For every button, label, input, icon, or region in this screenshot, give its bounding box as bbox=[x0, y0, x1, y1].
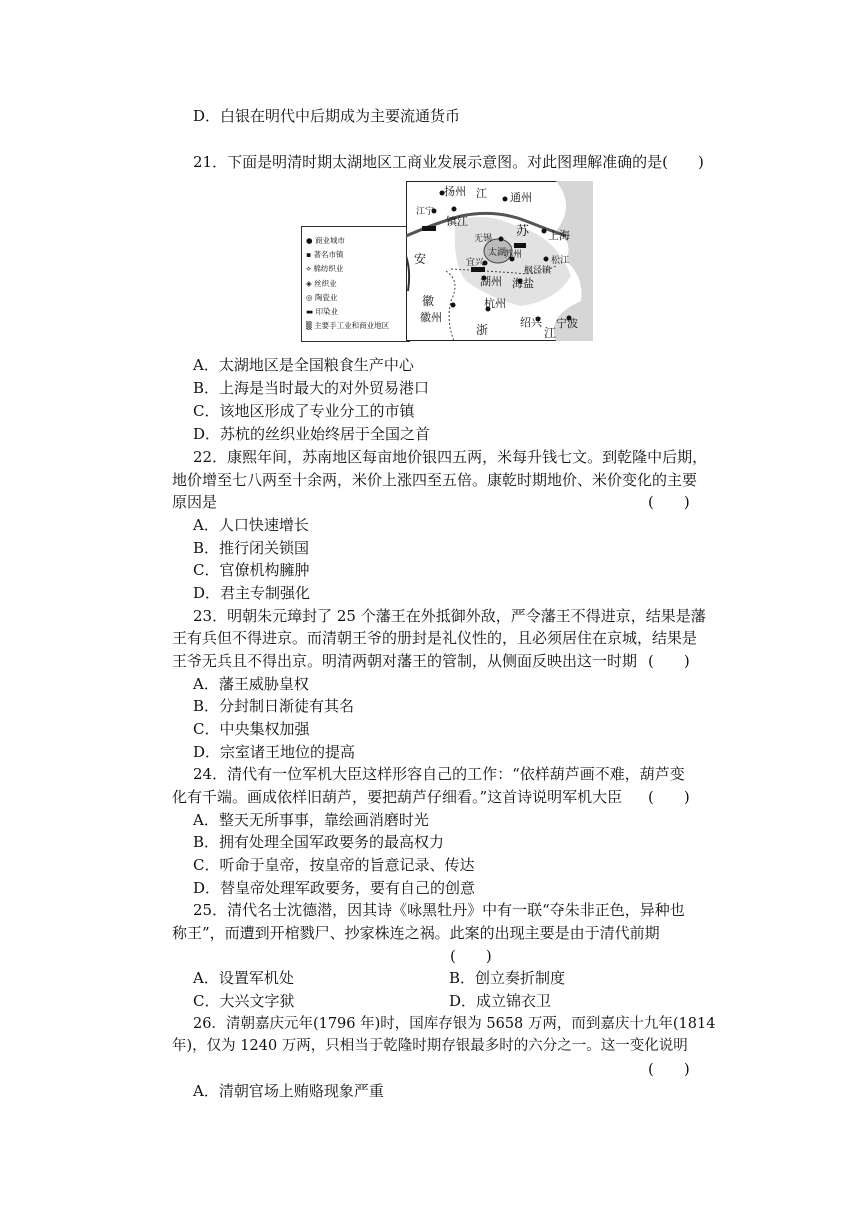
q24-option-a: A．整天无所事事，靠绘画消磨时光 bbox=[193, 811, 429, 829]
map-label-yangzhou: 扬州 bbox=[444, 185, 466, 198]
map-label-songjiang: 松江 bbox=[551, 256, 570, 266]
map-label-an: 安 bbox=[414, 252, 427, 266]
q23-line3: 王爷无兵且不得出京。明清两朝对藩王的管制，从侧面反映出这一时期 bbox=[172, 652, 638, 670]
q24-option-d: D．替皇帝处理军政要务，要有自己的创意 bbox=[193, 879, 476, 897]
q22-line3: 原因是 bbox=[172, 493, 218, 511]
q26-line1: 26．清朝嘉庆元年(1796 年)时，国库存银为 5658 万两，而到嘉庆十九年(1814 bbox=[193, 1016, 716, 1032]
map-label-tongzhou: 通州 bbox=[510, 191, 532, 204]
q25-option-c: C．大兴文字狱 bbox=[193, 992, 295, 1010]
q20-option-d: D．白银在明代中后期成为主要流通货币 bbox=[193, 107, 461, 125]
map-label-ningbo: 宁波 bbox=[556, 317, 578, 330]
map-label-hangzhou: 杭州 bbox=[484, 297, 506, 310]
q24-option-c: C．听命于皇帝，按皇帝的旨意记录、传达 bbox=[193, 856, 475, 874]
q23-option-b: B．分封制日渐徒有其名 bbox=[193, 697, 355, 715]
map-label-huizhou: 徽州 bbox=[420, 311, 442, 324]
map-label-shaoxing: 绍兴 bbox=[520, 316, 542, 329]
map-label-taihu: 太湖 bbox=[488, 248, 507, 258]
legend-ceramics: ◎ 陶瓷业 bbox=[306, 293, 338, 302]
q23-option-d: D．宗室诸王地位的提高 bbox=[193, 743, 356, 761]
legend-commercial-city: ● 商业城市 bbox=[306, 236, 345, 245]
q22-line2: 地价增至七八两至十余两，米价上涨四至五倍。康乾时期地价、米价变化的主要 bbox=[172, 471, 698, 489]
legend-famous-town: ▪ 著名市镇 bbox=[306, 250, 344, 259]
q23-option-c: C．中央集权加强 bbox=[193, 720, 310, 738]
q21-option-a: A．太湖地区是全国粮食生产中心 bbox=[193, 356, 414, 374]
q21-stem: 21．下面是明清时期太湖地区工商业发展示意图。对此图理解准确的是( ) bbox=[193, 153, 704, 171]
q22-option-a: A．人口快速增长 bbox=[193, 516, 309, 534]
q26-answer-paren: ( ) bbox=[648, 1060, 690, 1078]
map-label-su: 苏 bbox=[516, 224, 530, 239]
q24-line1: 24．清代有一位军机大臣这样形容自己的工作：“依样葫芦画不难，葫芦变 bbox=[193, 765, 685, 783]
q21-option-b: B．上海是当时最大的对外贸易港口 bbox=[193, 379, 430, 397]
map-label-fengjing: 枫泾镇 bbox=[524, 266, 552, 276]
q22-answer-paren: ( ) bbox=[648, 493, 690, 511]
q25-option-a: A．设置军机处 bbox=[193, 969, 294, 987]
q25-answer-paren: ( ) bbox=[450, 947, 492, 965]
q22-option-c: C．官僚机构臃肿 bbox=[193, 561, 310, 579]
q26-option-a: A．清朝官场上贿赂现象严重 bbox=[193, 1082, 384, 1100]
map-label-yixing: 宜兴 bbox=[466, 258, 485, 268]
map-label-jiang2: 江 bbox=[544, 326, 557, 340]
taihu-map bbox=[406, 181, 593, 341]
q23-answer-paren: ( ) bbox=[648, 652, 690, 670]
q25-option-d: D．成立锦衣卫 bbox=[449, 992, 552, 1010]
q22-option-b: B．推行闭关锁国 bbox=[193, 539, 310, 557]
map-label-shanghai: 上海 bbox=[548, 229, 570, 242]
map-label-zhenjiang: 镇江 bbox=[446, 215, 468, 228]
q21-option-d: D．苏杭的丝织业始终居于全国之首 bbox=[193, 425, 431, 443]
map-label-zhe: 浙 bbox=[476, 323, 489, 337]
map-label-hui: 徽 bbox=[422, 294, 435, 308]
map-label-huzhou: 湖州 bbox=[480, 275, 502, 288]
q24-answer-paren: ( ) bbox=[648, 788, 690, 806]
q24-option-b: B．拥有处理全国军政要务的最高权力 bbox=[193, 833, 445, 851]
q25-line1: 25．清代名士沈德潜，因其诗《咏黑牡丹》中有一联“夺朱非正色，异种也 bbox=[193, 901, 685, 919]
q23-line2: 王有兵但不得进京。而清朝王爷的册封是礼仪性的，且必须居住在京城，结果是 bbox=[172, 629, 698, 647]
map-label-jiangning: 江宁 bbox=[416, 207, 435, 217]
legend-silk: ◈ 丝织业 bbox=[306, 279, 337, 288]
q22-line1: 22．康熙年间，苏南地区每亩地价银四五两，米每升钱七文。到乾隆中后期， bbox=[193, 448, 708, 466]
map-label-wuxi: 无锡 bbox=[474, 234, 493, 244]
map-label-haiyan: 海盐 bbox=[512, 277, 534, 290]
q26-line2: 年)，仅为 1240 万两，只相当于乾隆时期存银最多时的六分之一。这一变化说明 bbox=[172, 1038, 688, 1054]
q25-line2: 称王”，而遭到开棺戮尸、抄家株连之祸。此案的出现主要是由于清代前期 bbox=[172, 924, 660, 942]
legend-dyeing: ▬ 印染业 bbox=[306, 307, 338, 316]
q22-option-d: D．君主专制强化 bbox=[193, 584, 311, 602]
map-label-suzhou: 苏州 bbox=[504, 250, 523, 260]
q21-option-c: C．该地区形成了专业分工的市镇 bbox=[193, 402, 415, 420]
map-label-jiang: 江 bbox=[476, 187, 487, 200]
q23-line1: 23．明朝朱元璋封了 25 个藩王在外抵御外敌，严令藩王不得进京，结果是藩 bbox=[193, 607, 706, 625]
q25-option-b: B．创立奏折制度 bbox=[449, 969, 566, 987]
legend-cotton: ⟡ 棉纺织业 bbox=[306, 264, 344, 273]
map-legend bbox=[301, 226, 410, 342]
q23-option-a: A．藩王威胁皇权 bbox=[193, 675, 309, 693]
q24-line2: 化有千端。画成依样旧葫芦，要把葫芦仔细看。”这首诗说明军机大臣 bbox=[172, 788, 623, 806]
legend-main-area: ▒ 主要手工业和商业地区 bbox=[306, 321, 390, 330]
